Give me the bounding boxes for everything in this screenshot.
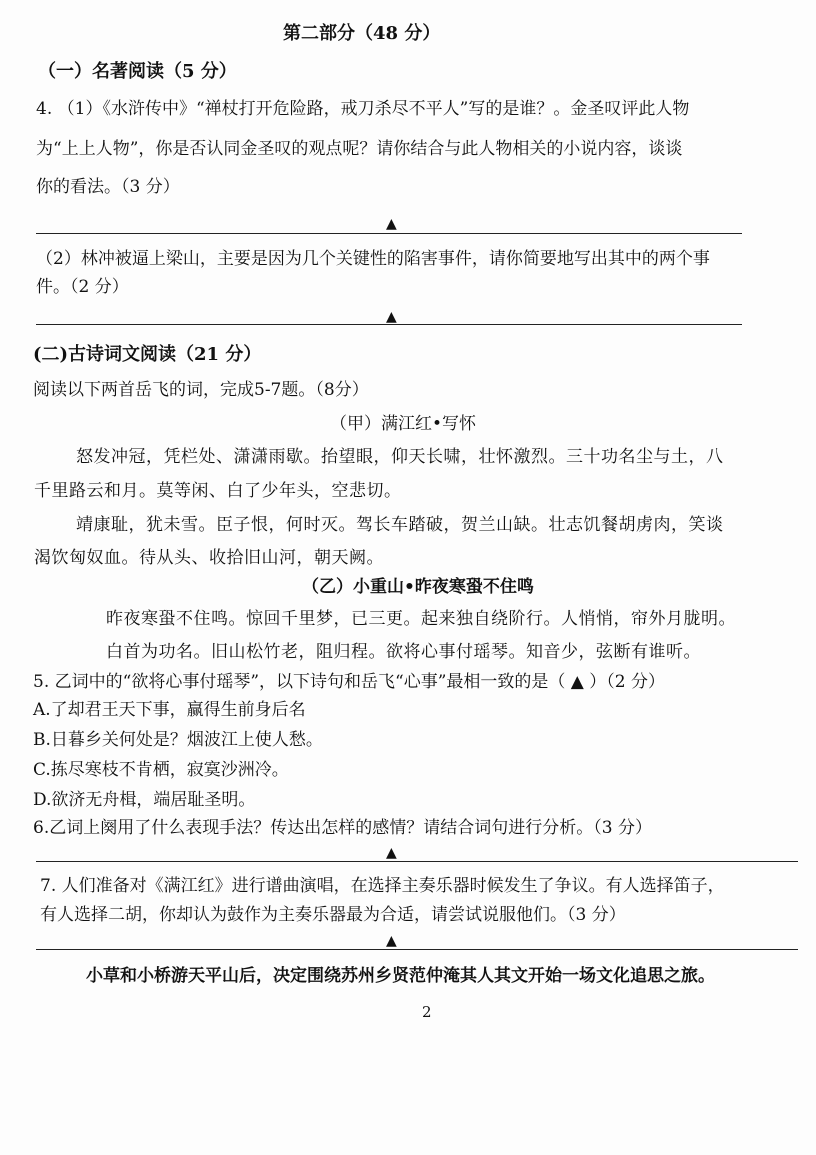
q5: 5. 乙词中的“欲将心事付瑶琴”，以下诗句和岳飞“心事”最相一致的是（ ▲ ）（2 分） [33, 672, 665, 692]
option-a: A.了却君王天下事，赢得生前身后名 [33, 700, 306, 720]
q4-1-line3: 你的看法。（3 分） [36, 177, 180, 197]
option-b: B.日暮乡关何处是？烟波江上使人愁。 [33, 730, 323, 750]
section2-intro: 阅读以下两首岳飞的词，完成5-7题。（8分） [33, 380, 369, 400]
poem-a-line: 千里路云和月。莫等闲、白了少年头，空悲切。 [34, 481, 402, 501]
answer-line-q6 [36, 861, 798, 862]
answer-mark-q4-1: ▲ [386, 216, 397, 232]
poem-a-line: 靖康耻，犹未雪。臣子恨，何时灭。驾长车踏破，贺兰山缺。壮志饥餐胡虏肉，笑谈 [76, 515, 724, 535]
q7-line2: 有人选择二胡，你却认为鼓作为主奏乐器最为合适，请尝试说服他们。（3 分） [40, 905, 626, 925]
q6: 6.乙词上阕用了什么表现手法？传达出怎样的感情？请结合词句进行分析。（3 分） [33, 818, 652, 838]
q4-2-line2: 件。（2 分） [36, 277, 129, 297]
section1-heading: （一）名著阅读（5 分） [38, 61, 237, 82]
answer-line-q4-2 [36, 324, 742, 325]
poem-b-line: 昨夜寒蛩不住鸣。惊回千里梦，已三更。起来独自绕阶行。人悄悄，帘外月胧明。 [106, 609, 736, 629]
page-number: 2 [422, 1003, 432, 1021]
section2-heading: (二)古诗词文阅读（21 分） [33, 344, 262, 365]
q4-2-line1: （2）林冲被逼上梁山，主要是因为几个关键性的陷害事件，请你简要地写出其中的两个事 [36, 249, 710, 269]
poem-b-title: （乙）小重山•昨夜寒蛩不住鸣 [302, 577, 534, 597]
q4-1-line1: 4. （1）《水浒传中》“禅杖打开危险路，戒刀杀尽不平人”写的是谁？。金圣叹评此人物 [36, 99, 690, 119]
q7-line1: 7. 人们准备对《满江红》进行谱曲演唱，在选择主奏乐器时候发生了争议。有人选择笛子， [40, 876, 725, 896]
answer-line-q4-1 [36, 233, 742, 234]
poem-b-line: 白首为功名。旧山松竹老，阻归程。欲将心事付瑶琴。知音少，弦断有谁听。 [106, 642, 701, 662]
poem-a-line: 渴饮匈奴血。待从头、收拾旧山河，朝天阙。 [34, 548, 384, 568]
option-c: C.拣尽寒枝不肯栖，寂寞沙洲冷。 [33, 760, 289, 780]
q4-1-line2: 为“上上人物”，你是否认同金圣叹的观点呢？请你结合与此人物相关的小说内容，谈谈 [36, 139, 683, 159]
option-d: D.欲济无舟楫，端居耻圣明。 [33, 790, 256, 810]
answer-line-q7 [36, 949, 798, 950]
poem-a-title: （甲）满江红•写怀 [330, 414, 477, 434]
answer-mark-q7: ▲ [386, 933, 397, 949]
closing-text: 小草和小桥游天平山后，决定围绕苏州乡贤范仲淹其人其文开始一场文化追思之旅。 [86, 966, 715, 986]
poem-a-line: 怒发冲冠，凭栏处、潇潇雨歇。抬望眼，仰天长啸，壮怀激烈。三十功名尘与土，八 [76, 447, 724, 467]
answer-mark-q4-2: ▲ [386, 309, 397, 325]
answer-mark-q6: ▲ [386, 845, 397, 861]
part-title: 第二部分（48 分） [283, 23, 441, 44]
